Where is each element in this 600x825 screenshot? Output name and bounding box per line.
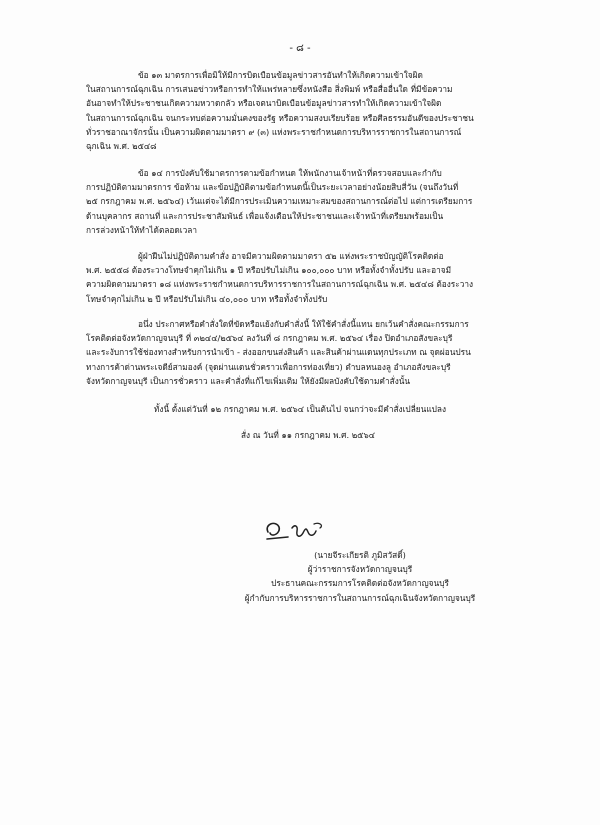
signer-name: (นายจีระเกียรติ ภูมิสวัสดิ์): [314, 550, 406, 560]
paragraph-line: ฉุกเฉิน พ.ศ. ๒๕๔๘: [86, 141, 157, 152]
clause-14-paragraph: [86, 166, 526, 237]
effective-date-line: ทั้งนี้ ตั้งแต่วันที่ ๑๒ กรกฎาคม พ.ศ. ๒๕๖๔ เป็นต้นไป จนกว่าจะมีคำสั่งเปลี่ยนแปลง: [153, 404, 447, 414]
paragraph-line: การล่วงหน้าให้ทำได้ตลอดเวลา: [86, 224, 198, 235]
signer-title-governor: ผู้ว่าราชการจังหวัดกาญจนบุรี: [307, 564, 413, 575]
notwithstanding-paragraph: [86, 317, 526, 388]
paragraph-line: ข้อ ๑๓ มาตรการเพื่อมิให้มีการบิดเบือนข้อมูลข่าวสารอันทำให้เกิดความเข้าใจผิด: [138, 70, 423, 80]
paragraph-line: ข้อ ๑๔ การบังคับใช้มาตรการตามข้อกำหนด ให้พนักงานเจ้าหน้าที่ตรวจสอบและกำกับ: [138, 168, 442, 178]
paragraph-line: อนึ่ง ประกาศหรือคำสั่งใดที่ขัดหรือแย้งกับคำสั่งนี้ ให้ใช้คำสั่งนี้แทน ยกเว้นคำสั่งคณะกรรมการ: [138, 319, 469, 329]
paragraph-line: การปฏิบัติตามมาตรการ ข้อห้าม และข้อปฏิบัติตามข้อกำหนดนี้เป็นระยะเวลาอย่างน้อยสิบสี่วัน (จนถึงวันที่: [86, 182, 459, 193]
page-number: - ๘ -: [289, 43, 311, 54]
paragraph-line: ๒๕ กรกฎาคม พ.ศ. ๒๕๖๔) เว้นแต่จะได้มีการประเมินความเหมาะสมของสถานการณ์ต่อไป แต่การเตรียมการ: [86, 196, 473, 207]
paragraph-line: อันอาจทำให้ประชาชนเกิดความหวาดกลัว หรือเจตนาบิดเบือนข้อมูลข่าวสารทำให้เกิดความเข้าใจผิด: [86, 98, 442, 109]
paragraph-line: ด้านบุคลากร สถานที่ และการประชาสัมพันธ์ เพื่อแจ้งเตือนให้ประชาชนและเจ้าหน้าที่เตรียมพร้อมเป็น: [86, 210, 444, 221]
signature-mark: [262, 518, 332, 544]
signer-title-chair: ประธานคณะกรรมการโรคติดต่อจังหวัดกาญจนบุรี: [271, 578, 449, 589]
paragraph-line: และระงับการใช้ช่องทางสำหรับการนำเข้า - ส่งออกขนส่งสินค้า และสินค้าผ่านแดนทุกประเภท ณ จุดผ่อนปรน: [86, 347, 471, 358]
paragraph-line: ผู้ฝ่าฝืนไม่ปฏิบัติตามคำสั่ง อาจมีความผิดตามมาตรา ๕๒ แห่งพระราชบัญญัติโรคติดต่อ: [138, 251, 444, 261]
clause-13-paragraph: [86, 68, 526, 153]
paragraph-line: โรคติดต่อจังหวัดกาญจนบุรี ที่ ๓๒๔๔/๒๕๖๔ ลงวันที่ ๘ กรกฎาคม พ.ศ. ๒๕๖๔ เรื่อง ปิดอำเภอสังขละบุรี: [86, 333, 453, 344]
paragraph-line: ทั่วราชอาณาจักรนั้น เป็นความผิดตามมาตรา ๙ (๓) แห่งพระราชกำหนดการบริหารราชการในสถานการณ์: [86, 126, 462, 137]
paragraph-line: จังหวัดกาญจนบุรี เป็นการชั่วคราว และคำสั่งที่แก้ไขเพิ่มเติม ให้ยังมีผลบังคับใช้ตามคำสั่งนั้น: [86, 375, 411, 386]
paragraph-line: พ.ศ. ๒๕๕๘ ต้องระวางโทษจำคุกไม่เกิน ๑ ปี หรือปรับไม่เกิน ๑๐๐,๐๐๐ บาท หรือทั้งจำทั้งปรับ และอาจมี: [86, 265, 452, 276]
paragraph-line: ทางการค้าด่านพระเจดีย์สามองค์ (จุดผ่านแดนชั่วคราวเพื่อการท่องเที่ยว) ตำบลหนองลู อำเภอสังขละบุรี: [86, 361, 451, 372]
paragraph-line: ในสถานการณ์ฉุกเฉิน จนกระทบต่อความมั่นคงของรัฐ หรือความสงบเรียบร้อย หรือศีลธรรมอันดีของประชาชน: [86, 112, 474, 123]
paragraph-line: ความผิดตามมาตรา ๑๘ แห่งพระราชกำหนดการบริหารราชการในสถานการณ์ฉุกเฉิน พ.ศ. ๒๕๔๘ ต้องระวาง: [86, 279, 474, 290]
penalty-paragraph: [86, 249, 526, 306]
signer-title-supervisor: ผู้กำกับการบริหารราชการในสถานการณ์ฉุกเฉินจังหวัดกาญจนบุรี: [244, 592, 476, 603]
paragraph-line: ในสถานการณ์ฉุกเฉิน การเสนอข่าวหรือการทำให้แพร่หลายซึ่งหนังสือ สิ่งพิมพ์ หรือสื่ออื่นใด ที่มีข้อความ: [86, 84, 453, 95]
paragraph-line: โทษจำคุกไม่เกิน ๒ ปี หรือปรับไม่เกิน ๔๐,๐๐๐ บาท หรือทั้งจำทั้งปรับ: [86, 293, 328, 304]
signature-block: [200, 548, 520, 605]
ordered-date-line: สั่ง ณ วันที่ ๑๑ กรกฎาคม พ.ศ. ๒๕๖๔: [240, 430, 376, 440]
